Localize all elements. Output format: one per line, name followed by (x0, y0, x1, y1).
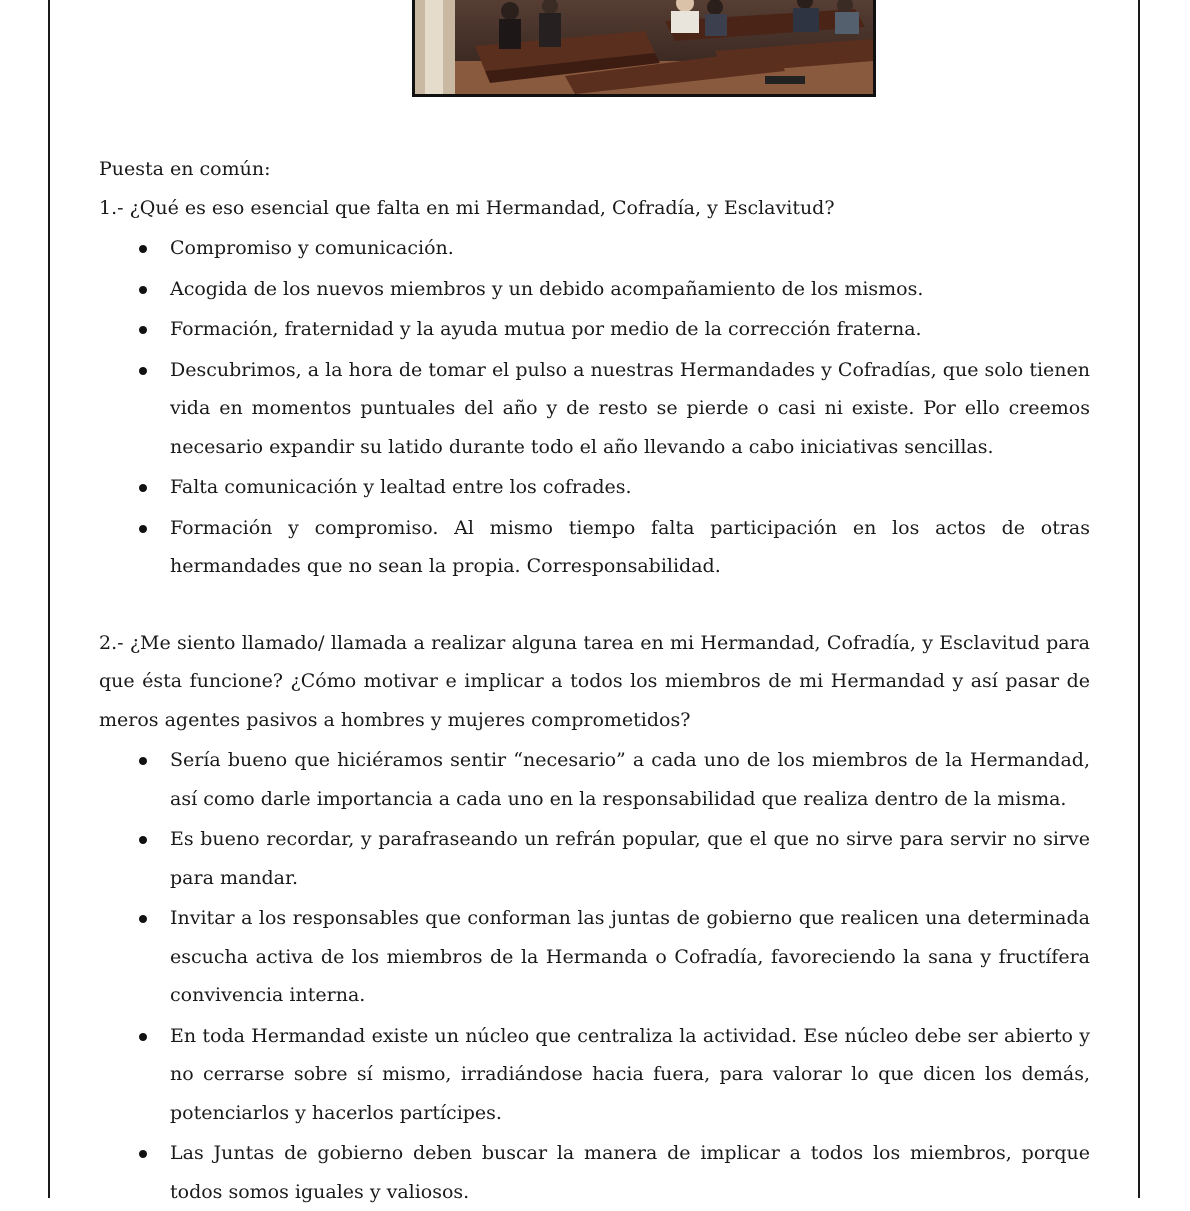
list-item: Acogida de los nuevos miembros y un debido acompañamiento de los mismos. (99, 270, 1090, 309)
list-item: Compromiso y comunicación. (99, 229, 1090, 268)
intro-heading: Puesta en común: (99, 158, 271, 180)
church-meeting-photo (412, 0, 876, 97)
list-item: Descubrimos, a la hora de tomar el pulso a nuestras Hermandades y Cofradías, que solo tienen vida en momentos puntuales del año y de resto se pierde o casi ni existe. Por ello creemos necesario expandir su latido durante todo el año llevando a cabo iniciativas sencillas. (99, 351, 1090, 467)
list-item: Formación, fraternidad y la ayuda mutua por medio de la corrección fraterna. (99, 310, 1090, 349)
list-item: Invitar a los responsables que conforman las juntas de gobierno que realicen una determinada escucha activa de los miembros de la Hermanda o Cofradía, favoreciendo la sana y fructífera convivencia interna. (99, 899, 1090, 1015)
list-item: Sería bueno que hiciéramos sentir “necesario” a cada uno de los miembros de la Hermandad, así como darle importancia a cada uno en la responsabilidad que realiza dentro de la misma. (99, 741, 1090, 818)
list-item: Es bueno recordar, y parafraseando un refrán popular, que el que no sirve para servir no sirve para mandar. (99, 820, 1090, 897)
list-item: Falta comunicación y lealtad entre los cofrades. (99, 468, 1090, 507)
answers-2-list (99, 741, 1090, 1211)
answers-1-list (99, 229, 1090, 586)
list-item: Las Juntas de gobierno deben buscar la manera de implicar a todos los miembros, porque todos somos iguales y valiosos. (99, 1134, 1090, 1211)
document-content (99, 150, 1090, 1211)
list-item: Formación y compromiso. Al mismo tiempo falta participación en los actos de otras hermandades que no sean la propia. Corresponsabilidad. (99, 509, 1090, 586)
question-2: 2.- ¿Me siento llamado/ llamada a realizar alguna tarea en mi Hermandad, Cofradía, y Esclavitud para que ésta funcione? ¿Cómo motivar e implicar a todos los miembros de mi Hermandad y así pasar de meros agentes pasivos a hombres y mujeres comprometidos? (99, 631, 1090, 731)
question-1: 1.- ¿Qué es eso esencial que falta en mi Hermandad, Cofradía, y Esclavitud? (99, 196, 835, 219)
list-item: En toda Hermandad existe un núcleo que centraliza la actividad. Ese núcleo debe ser abierto y no cerrarse sobre sí mismo, irradiándose hacia fuera, para valorar lo que dicen los demás, potenciarlos y hacerlos partícipes. (99, 1017, 1090, 1133)
